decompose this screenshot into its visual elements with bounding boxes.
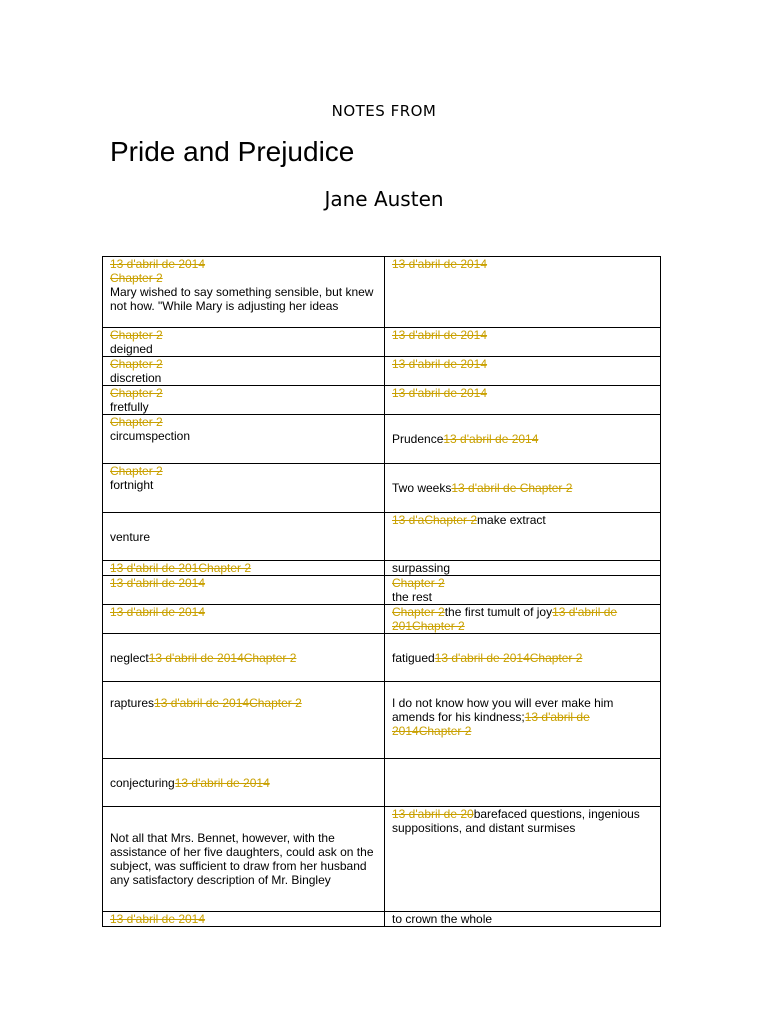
revision-mark: 13 d'abril de 2014Chapter 2: [434, 650, 583, 665]
table-row: [103, 328, 661, 357]
table-cell-right: [385, 415, 661, 464]
note-text: Prudence: [392, 432, 444, 446]
table-cell-right: [385, 912, 661, 927]
table-cell-left: [103, 807, 385, 912]
revision-mark: 13 d'abril de 2014Chapter 2: [154, 696, 302, 710]
table-cell-left: [103, 561, 385, 576]
table-cell-left: [103, 576, 385, 605]
table-row: [103, 605, 661, 634]
note-text: barefaced questions, ingenious suppositions, and distant surmises: [392, 807, 640, 835]
notes-table: [102, 256, 661, 927]
revision-mark: 13 d'abril de 2014: [392, 357, 488, 371]
table-row: [103, 415, 661, 464]
table-cell-left: [103, 328, 385, 357]
table-row: [103, 912, 661, 927]
table-row: [103, 464, 661, 513]
revision-mark: 13 d'abril de 2014: [392, 386, 488, 400]
table-cell-right: [385, 257, 661, 328]
note-text: discretion: [110, 371, 162, 385]
note-text: I do not know how you will ever make him amends for his kindness;: [392, 696, 614, 724]
revision-mark: 13 d'abril de 20: [392, 807, 474, 821]
table-cell-left: [103, 759, 385, 807]
table-row: [103, 759, 661, 807]
table-cell-right: [385, 807, 661, 912]
revision-mark: 13 d'abril de 2014Chapter 2: [392, 710, 590, 738]
revision-mark: 13 d'abril de Chapter 2: [451, 481, 573, 495]
table-cell-left: [103, 464, 385, 513]
table-cell-right: [385, 561, 661, 576]
note-text: Mary wished to say something sensible, but knew not how. "While Mary is adjusting her ideas: [110, 285, 374, 313]
revision-mark: 13 d'abril de 2014: [110, 912, 206, 926]
table-cell-left: [103, 682, 385, 759]
revision-mark: Chapter 2: [110, 464, 163, 478]
revision-mark: Chapter 2: [392, 605, 445, 619]
table-cell-right: [385, 634, 661, 682]
note-text: deigned: [110, 342, 153, 356]
table-cell-right: [385, 576, 661, 605]
revision-mark: Chapter 2: [392, 576, 445, 590]
revision-mark: Chapter 2: [110, 328, 163, 342]
note-text: raptures: [110, 696, 155, 710]
table-row: [103, 386, 661, 415]
table-cell-right: [385, 759, 661, 807]
table-row: [103, 576, 661, 605]
table-cell-left: [103, 912, 385, 927]
revision-mark: Chapter 2: [110, 357, 163, 371]
table-cell-left: [103, 634, 385, 682]
revision-mark: 13 d'abril de 2014: [110, 257, 206, 271]
table-cell-right: [385, 386, 661, 415]
revision-mark: 13 d'abril de 2014: [392, 328, 488, 342]
note-text: Not all that Mrs. Bennet, however, with the assistance of her five daughters, could ask on the subject, was sufficient to draw from her husband any satisfactory description of Mr. Bingley: [110, 831, 374, 887]
revision-mark: 13 d'aChapter 2: [392, 513, 478, 527]
note-text: surpassing: [392, 561, 451, 575]
table-row: [103, 357, 661, 386]
table-cell-left: [103, 357, 385, 386]
document-title: Pride and Prejudice: [110, 136, 355, 167]
table-row: [103, 634, 661, 682]
revision-mark: Chapter 2: [110, 386, 163, 400]
table-cell-right: [385, 328, 661, 357]
note-text: conjecturing: [110, 775, 175, 790]
note-text: fortnight: [110, 478, 154, 492]
revision-mark: 13 d'abril de 2014: [392, 257, 488, 271]
table-row: [103, 561, 661, 576]
table-cell-left: [103, 605, 385, 634]
table-cell-right: [385, 357, 661, 386]
note-text: Two weeks: [392, 481, 452, 495]
table-row: [103, 807, 661, 912]
note-text: neglect: [110, 650, 149, 665]
table-row: [103, 513, 661, 561]
revision-mark: Chapter 2: [110, 271, 163, 285]
revision-mark: 13 d'abril de 201Chapter 2: [110, 561, 252, 575]
revision-mark: 13 d'abril de 2014: [110, 576, 206, 590]
table-cell-right: [385, 513, 661, 561]
revision-mark: 13 d'abril de 2014: [174, 775, 270, 790]
revision-mark: 13 d'abril de 2014: [443, 432, 539, 446]
table-cell-right: [385, 605, 661, 634]
table-cell-right: [385, 464, 661, 513]
note-text: the first tumult of joy: [444, 605, 553, 619]
note-text: circumspection: [110, 429, 191, 443]
table-cell-right: [385, 682, 661, 759]
note-text: venture: [110, 529, 151, 544]
table-cell-left: [103, 257, 385, 328]
note-text: fretfully: [110, 400, 149, 414]
table-row: [103, 257, 661, 328]
note-text: to crown the whole: [392, 912, 493, 926]
author-name: Jane Austen: [324, 187, 444, 211]
revision-mark: Chapter 2: [110, 415, 163, 429]
table-cell-left: [103, 415, 385, 464]
table-cell-left: [103, 386, 385, 415]
revision-mark: 13 d'abril de 2014Chapter 2: [148, 650, 297, 665]
revision-mark: 13 d'abril de 2014: [110, 605, 206, 619]
note-text: the rest: [392, 590, 433, 604]
table-cell-left: [103, 513, 385, 561]
notes-from-heading: NOTES FROM: [331, 102, 437, 120]
revision-mark: 13 d'abril de 201Chapter 2: [392, 605, 618, 633]
table-row: [103, 682, 661, 759]
note-text: fatigued: [392, 650, 435, 665]
note-text: make extract: [477, 513, 546, 527]
